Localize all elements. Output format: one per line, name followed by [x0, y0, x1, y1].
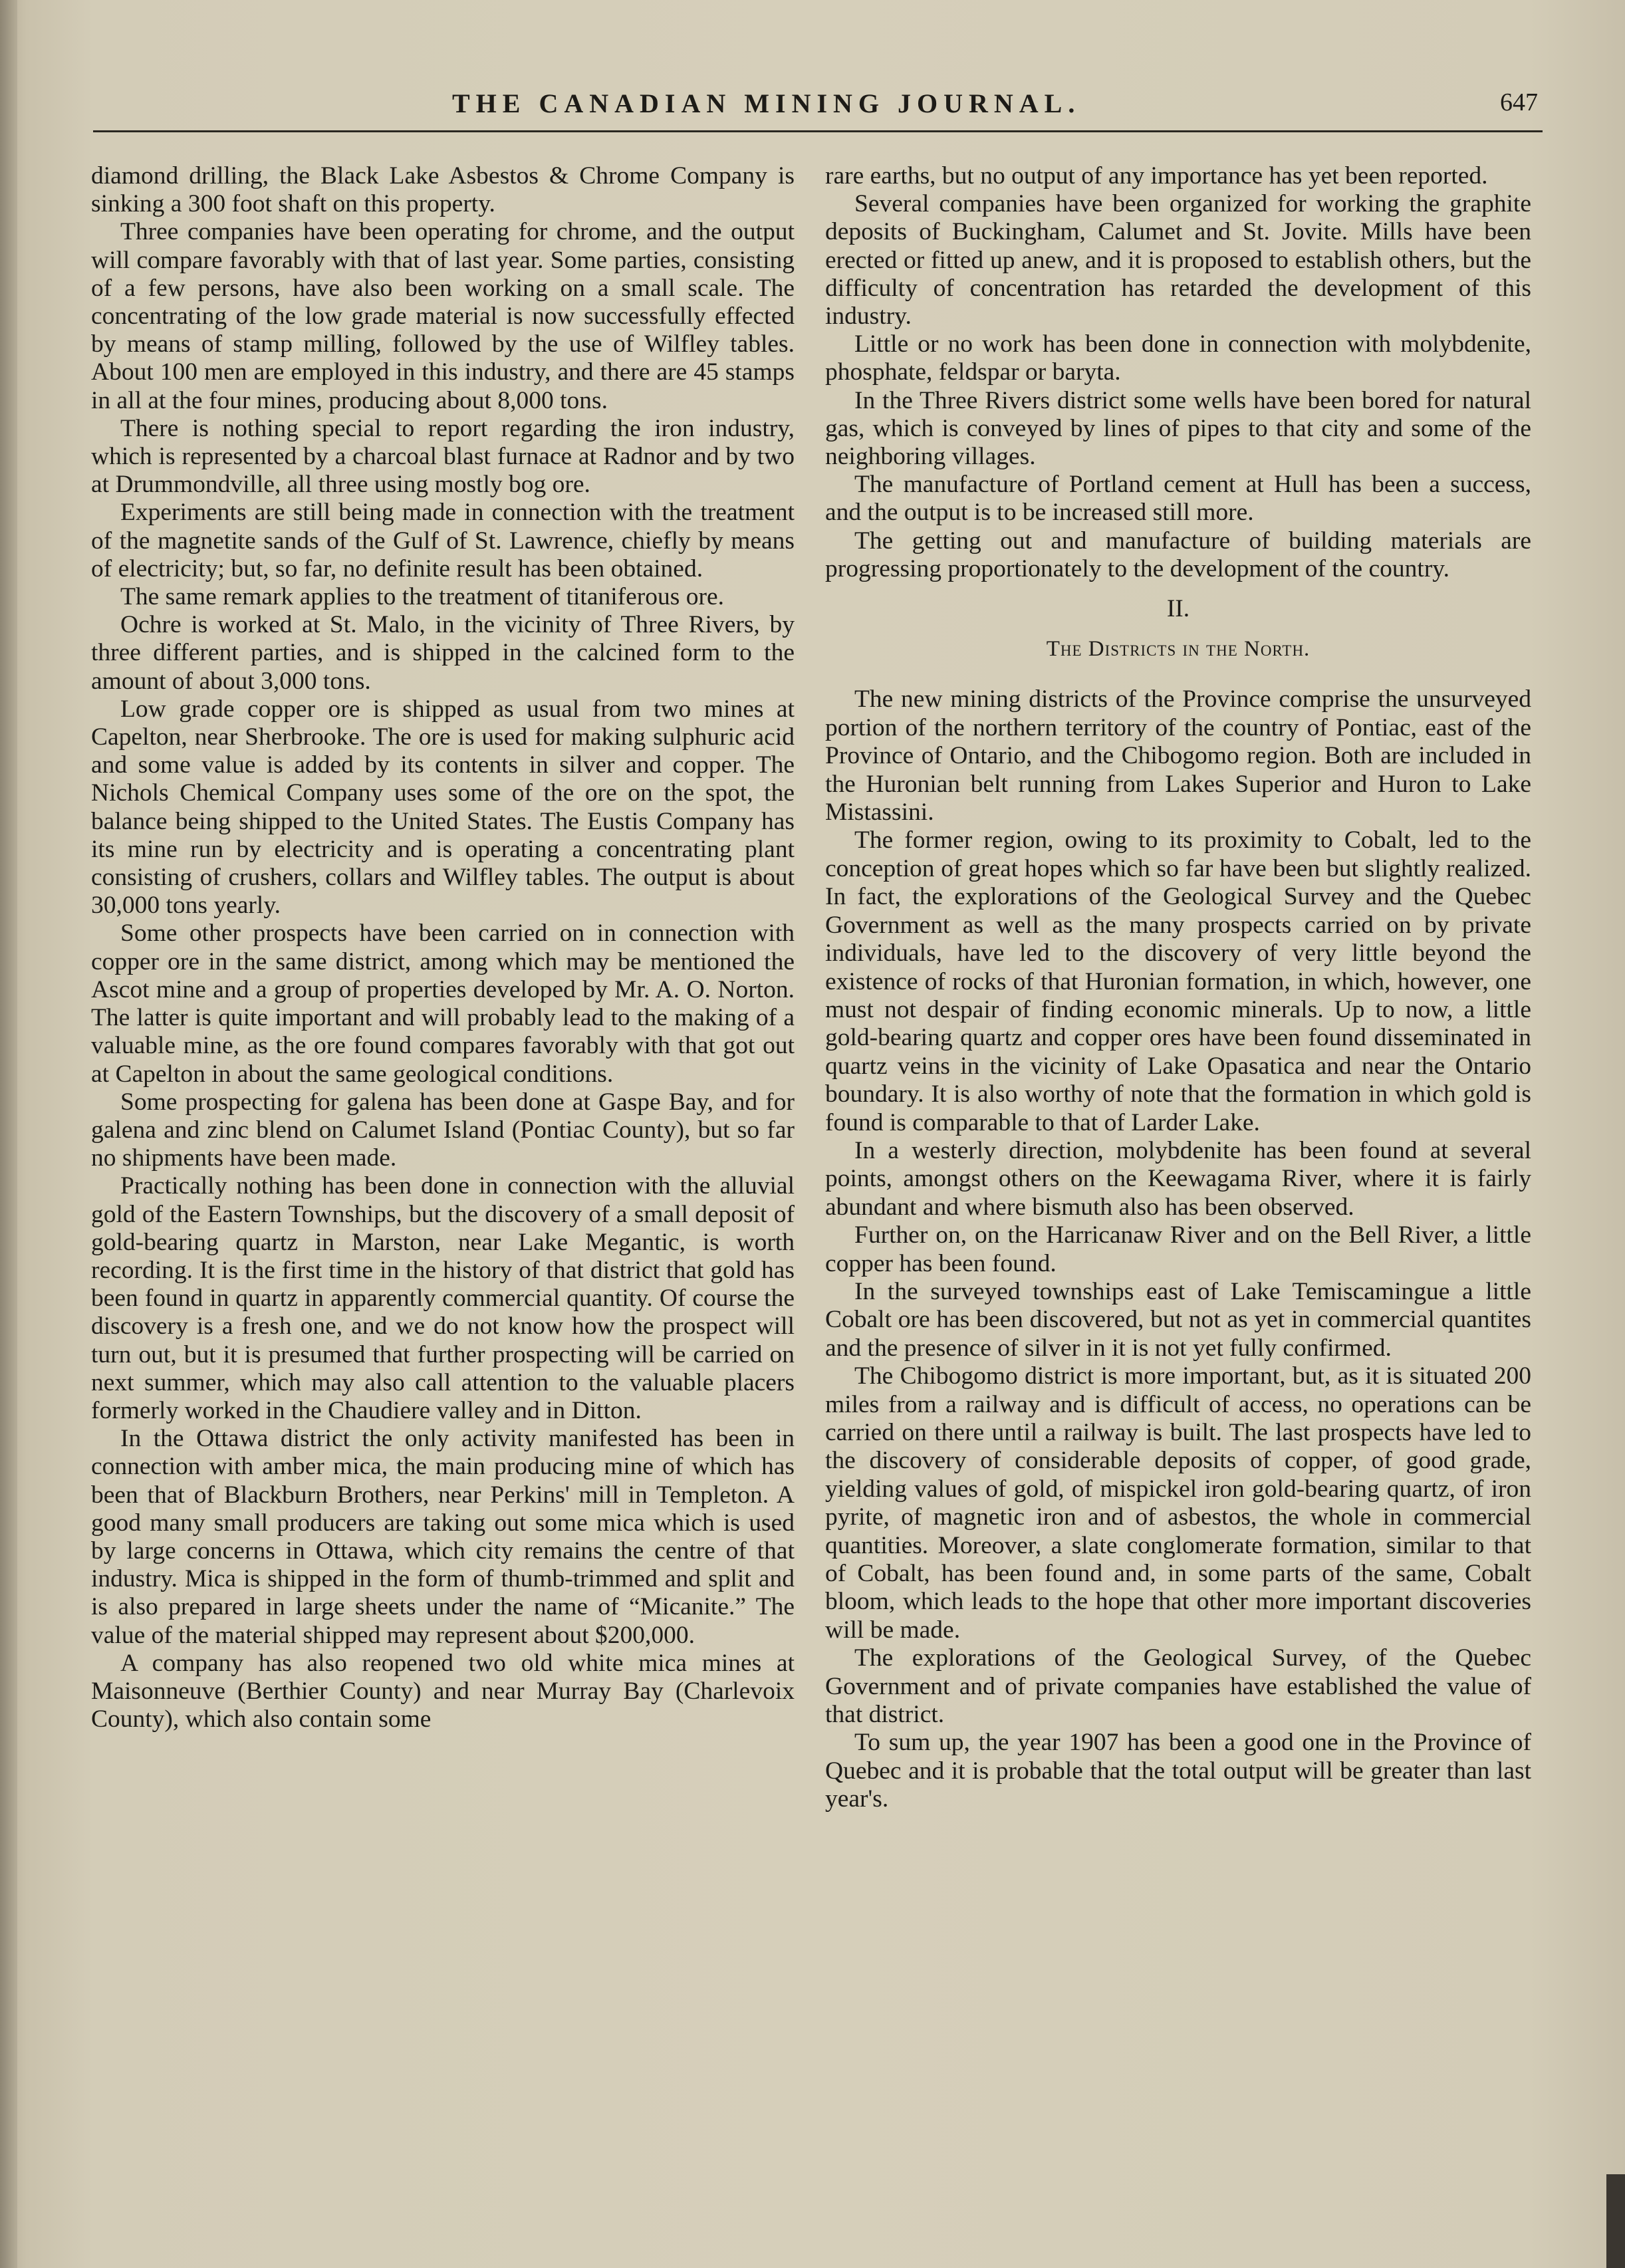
- paragraph: To sum up, the year 1907 has been a good one in the Province of Quebec and it is probable that the total output will be greater than last year's.: [825, 1729, 1531, 1813]
- paragraph: diamond drilling, the Black Lake Asbestos & Chrome Company is sinking a 300 foot shaft on this property.: [91, 162, 795, 218]
- paragraph: Practically nothing has been done in connection with the alluvial gold of the Eastern Townships, but the discovery of a small deposit of gold-bearing quartz in Marston, near Lake Megantic, is worth recording. It is the first time in the history of that district that gold has been found in quartz in apparently commercial quantity. Of course the discovery is a fresh one, and we do not know how the prospect will turn out, but it is presumed that further prospecting will be carried on next summer, which may also call attention to the valuable placers formerly worked in the Chaudiere valley and in Ditton.: [91, 1172, 795, 1424]
- left-column: [91, 162, 795, 1733]
- paragraph: Several companies have been organized for working the graphite deposits of Buckingham, Calumet and St. Jovite. Mills have been erected or fitted up anew, and it is proposed to establish others, but the difficulty of concentration has retarded the development of this industry.: [825, 190, 1531, 330]
- paragraph: The explorations of the Geological Survey, of the Quebec Government and of private companies have established the value of that district.: [825, 1644, 1531, 1729]
- paragraph: The Chibogomo district is more important, but, as it is situated 200 miles from a railway and is difficult of access, no operations can be carried on there until a railway is built. The last prospects have led to the discovery of considerable deposits of copper, of good grade, yielding values of gold, of mispickel iron gold-bearing quartz, of iron pyrite, of magnetic iron and of asbestos, the whole in commercial quantities. Moreover, a slate conglomerate formation, similar to that of Cobalt, has been found and, in some parts of the same, Cobalt bloom, which leads to the hope that other more important discoveries will be made.: [825, 1362, 1531, 1644]
- paragraph: Ochre is worked at St. Malo, in the vicinity of Three Rivers, by three different parties, and is shipped in the calcined form to the amount of about 3,000 tons.: [91, 611, 795, 695]
- paragraph: Little or no work has been done in connection with molybdenite, phosphate, feldspar or baryta.: [825, 330, 1531, 386]
- paragraph: In the Three Rivers district some wells have been bored for natural gas, which is conveyed by lines of pipes to that city and some of the neighboring villages.: [825, 386, 1531, 471]
- binding-shadow: [0, 0, 17, 2268]
- paragraph: The manufacture of Portland cement at Hull has been a success, and the output is to be increased still more.: [825, 471, 1531, 527]
- paragraph: The getting out and manufacture of building materials are progressing proportionately to the development of the country.: [825, 527, 1531, 582]
- paragraph: A company has also reopened two old white mica mines at Maisonneuve (Berthier County) and near Murray Bay (Charlevoix County), which also contain some: [91, 1649, 795, 1733]
- paragraph: Some other prospects have been carried on in connection with copper ore in the same district, among which may be mentioned the Ascot mine and a group of properties developed by Mr. A. O. Norton. The latter is quite important and will probably lead to the making of a valuable mine, as the ore found compares favorably with that got out at Capelton in about the same geological conditions.: [91, 920, 795, 1088]
- paragraph: Experiments are still being made in connection with the treatment of the magnetite sands of the Gulf of St. Lawrence, chiefly by means of electricity; but, so far, no definite result has been obtained.: [91, 499, 795, 582]
- section-numeral: II.: [1166, 595, 1190, 623]
- right-column: [825, 162, 1531, 1814]
- running-header: [412, 88, 1538, 125]
- page-edge: [1606, 2174, 1625, 2268]
- page-number: 647: [1500, 88, 1538, 116]
- paragraph: Further on, on the Harricanaw River and on the Bell River, a little copper has been found.: [825, 1221, 1531, 1277]
- paragraph: In a westerly direction, molybdenite has been found at several points, amongst others on the Keewagama River, where it is fairly abundant and where bismuth also has been observed.: [825, 1136, 1531, 1221]
- paragraph: The former region, owing to its proximity to Cobalt, led to the conception of great hopes which so far have been but slightly realized. In fact, the explorations of the Geological Survey and the Quebec Government as well as the many prospects carried on by private individuals, have led to the discovery of very little beyond the existence of rocks of that Huronian formation, in which, however, one must not despair of finding economic minerals. Up to now, a little gold-bearing quartz and copper ores have been found disseminated in quartz veins in the vicinity of Lake Opasatica and near the Ontario boundary. It is also worthy of note that the formation in which gold is found is comparable to that of Larder Lake.: [825, 826, 1531, 1136]
- paragraph: Three companies have been operating for chrome, and the output will compare favorably with that of last year. Some parties, consisting of a few persons, have also been working on a small scale. The concentrating of the low grade material is now successfully effected by means of stamp milling, followed by the use of Wilfley tables. About 100 men are employed in this industry, and there are 45 stamps in all at the four mines, producing about 8,000 tons.: [91, 218, 795, 414]
- paragraph: In the Ottawa district the only activity manifested has been in connection with amber mica, the main producing mine of which has been that of Blackburn Brothers, near Perkins' mill in Templeton. A good many small producers are taking out some mica which is used by large concerns in Ottawa, which city remains the centre of that industry. Mica is shipped in the form of thumb-trimmed and split and is also prepared in large sheets under the name of “Micanite.” The value of the material shipped may represent about $200,000.: [91, 1425, 795, 1649]
- journal-title: THE CANADIAN MINING JOURNAL.: [452, 88, 1081, 118]
- paragraph: Low grade copper ore is shipped as usual from two mines at Capelton, near Sherbrooke. The ore is used for making sulphuric acid and some value is added by its contents in silver and copper. The Nichols Chemical Company uses some of the ore on the spot, the balance being shipped to the United States. The Eustis Company has its mine run by electricity and is operating a concentrating plant consisting of crushers, collars and Wilfley tables. The output is about 30,000 tons yearly.: [91, 695, 795, 920]
- paragraph: The same remark applies to the treatment of titaniferous ore.: [120, 583, 724, 611]
- paragraph: In the surveyed townships east of Lake Temiscamingue a little Cobalt ore has been discovered, but not as yet in commercial quantites and the presence of silver in it is not yet fully confirmed.: [825, 1277, 1531, 1362]
- paragraph: There is nothing special to report regarding the iron industry, which is represented by a charcoal blast furnace at Radnor and by two at Drummondville, all three using mostly bog ore.: [91, 414, 795, 499]
- section-heading: The Districts in the North.: [1046, 637, 1311, 662]
- header-rule: [93, 130, 1543, 132]
- paragraph: The new mining districts of the Province comprise the unsurveyed portion of the northern territory of the country of Pontiac, east of the Province of Ontario, and the Chibogomo region. Both are included in the Huronian belt running from Lakes Superior and Huron to Lake Mistassini.: [825, 686, 1531, 826]
- paragraph: Some prospecting for galena has been done at Gaspe Bay, and for galena and zinc blend on Calumet Island (Pontiac County), but so far no shipments have been made.: [91, 1088, 795, 1172]
- paragraph: rare earths, but no output of any importance has yet been reported.: [825, 162, 1488, 189]
